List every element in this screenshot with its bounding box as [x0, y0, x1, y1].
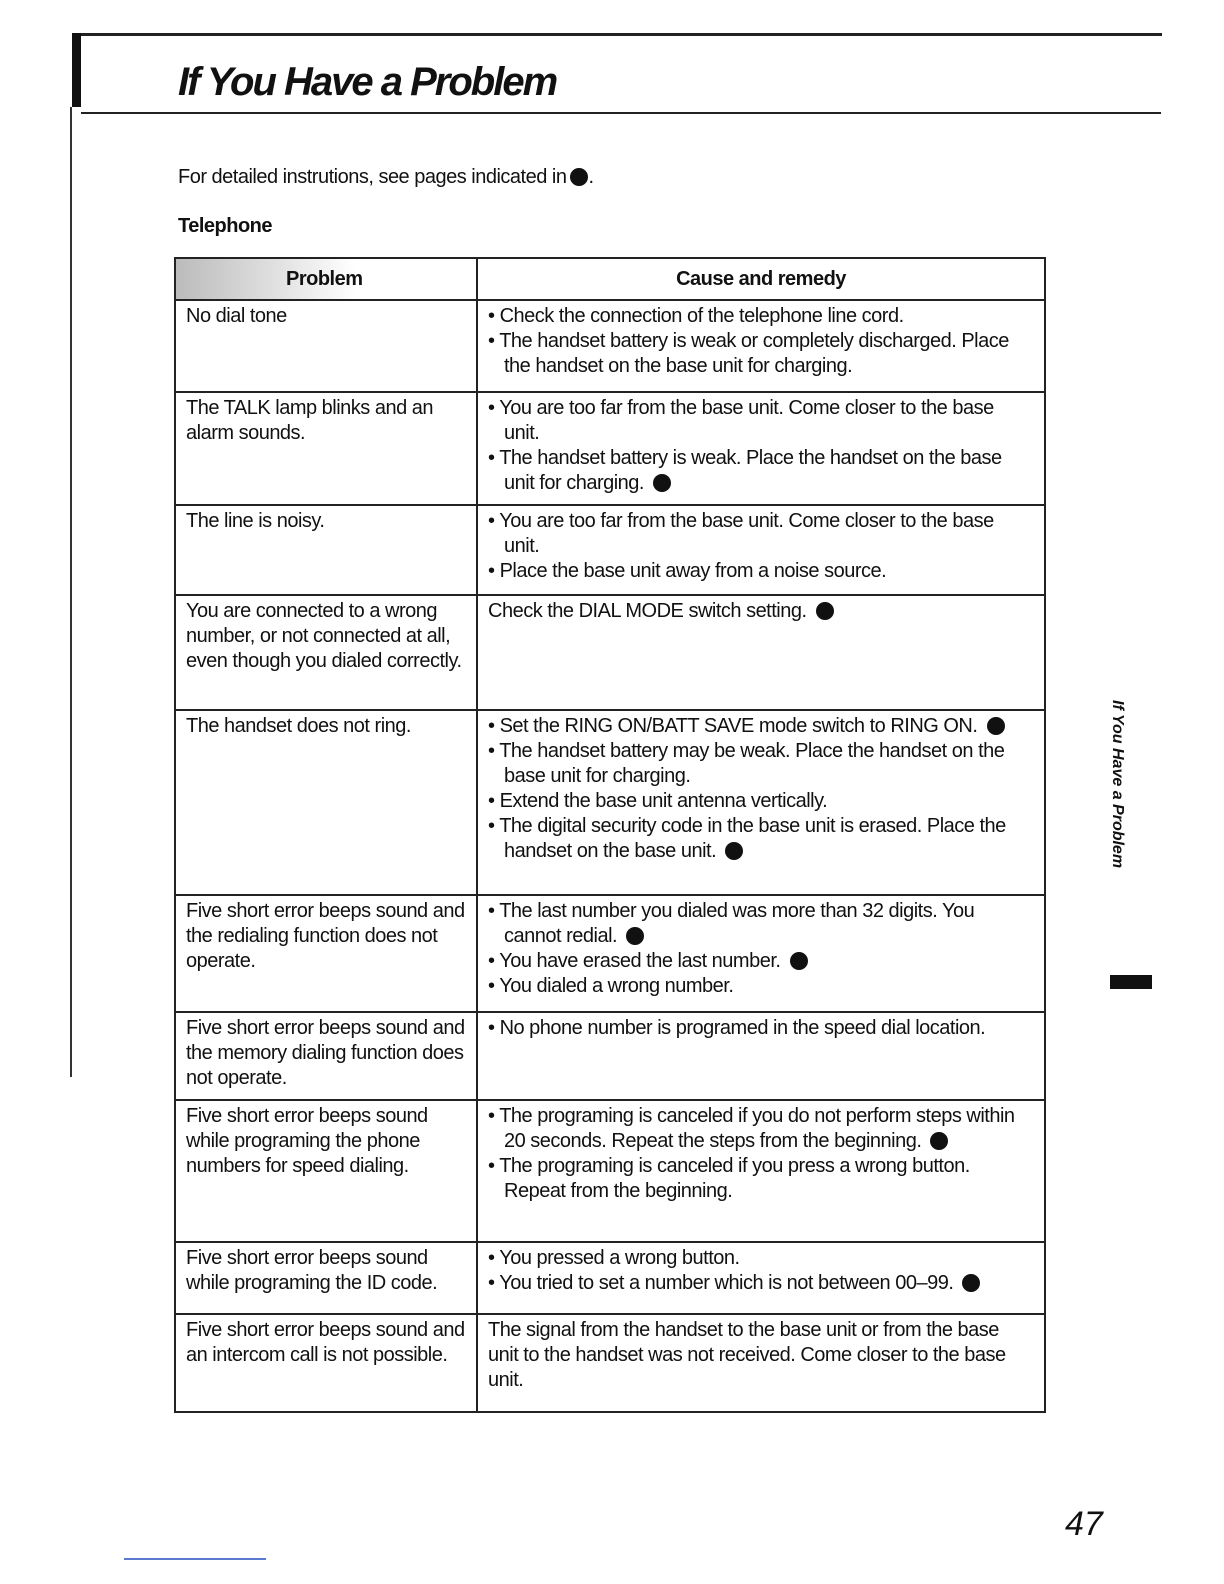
table-row	[175, 595, 1045, 710]
page-number: 47	[1065, 1505, 1103, 1543]
problem-cell: No dial tone	[175, 300, 477, 392]
remedy-text: You dialed a wrong number.	[499, 975, 734, 997]
problem-cell: Five short error beeps sound while programing the ID code.	[175, 1242, 477, 1314]
remedy-cell	[477, 1100, 1045, 1242]
problem-cell: Five short error beeps sound while programing the phone numbers for speed dialing.	[175, 1100, 477, 1242]
page-title: If You Have a Problem	[178, 60, 557, 104]
remedy-text: The programing is canceled if you press a wrong button. Repeat from the beginning.	[499, 1155, 970, 1202]
remedy-text: No phone number is programed in the speed dial location.	[499, 1017, 986, 1039]
page-ref-icon	[930, 1132, 948, 1150]
table-row	[175, 710, 1045, 895]
remedy-item	[488, 1246, 1034, 1271]
problem-cell: The handset does not ring.	[175, 710, 477, 895]
remedy-text: The handset battery may be weak. Place the handset on the base unit for charging.	[499, 740, 1005, 787]
remedy-item	[488, 559, 1034, 584]
remedy-item	[488, 1016, 1034, 1041]
header-problem: Problem	[175, 258, 477, 300]
remedy-text: The programing is canceled if you do not perform steps within 20 seconds. Repeat the steps from the beginning.	[499, 1105, 1015, 1152]
top-rule	[72, 33, 1162, 36]
remedy-text: You tried to set a number which is not between 00–99.	[499, 1272, 954, 1294]
remedy-item	[488, 1318, 1034, 1393]
remedy-text: You have erased the last number.	[499, 950, 781, 972]
table-row	[175, 1242, 1045, 1314]
remedy-cell	[477, 595, 1045, 710]
page-ref-icon	[570, 168, 588, 186]
remedy-item	[488, 789, 1034, 814]
remedy-item	[488, 1154, 1034, 1204]
remedy-item	[488, 446, 1034, 496]
remedy-text: Extend the base unit antenna vertically.	[499, 790, 828, 812]
remedy-cell	[477, 1242, 1045, 1314]
left-margin-line	[70, 107, 72, 1077]
remedy-cell	[477, 300, 1045, 392]
remedy-text: The signal from the handset to the base unit or from the base unit to the handset was not received. Come closer to the base unit.	[488, 1319, 1006, 1391]
remedy-text: Check the connection of the telephone line cord.	[499, 305, 904, 327]
page-ref-icon	[653, 474, 671, 492]
remedy-cell	[477, 1012, 1045, 1100]
title-rule	[81, 112, 1161, 114]
remedy-item	[488, 974, 1034, 999]
page-ref-icon	[725, 842, 743, 860]
remedy-cell	[477, 710, 1045, 895]
table-row	[175, 1100, 1045, 1242]
header-cause-remedy: Cause and remedy	[477, 258, 1045, 300]
remedy-item	[488, 739, 1034, 789]
problem-cell: You are connected to a wrong number, or not connected at all, even though you dialed correctly.	[175, 595, 477, 710]
problem-cell: Five short error beeps sound and the memory dialing function does not operate.	[175, 1012, 477, 1100]
remedy-item	[488, 814, 1034, 864]
remedy-item	[488, 599, 1034, 624]
remedy-cell	[477, 895, 1045, 1012]
remedy-item	[488, 949, 1034, 974]
remedy-cell	[477, 392, 1045, 505]
remedy-item	[488, 509, 1034, 559]
table-row	[175, 1012, 1045, 1100]
intro-label: For detailed instrutions, see pages indicated in	[178, 166, 567, 188]
remedy-item	[488, 714, 1034, 739]
remedy-text: Place the base unit away from a noise source.	[499, 560, 887, 582]
remedy-item	[488, 396, 1034, 446]
remedy-text: Check the DIAL MODE switch setting.	[488, 600, 807, 622]
table-row	[175, 1314, 1045, 1412]
table-row	[175, 300, 1045, 392]
page-ref-icon	[962, 1274, 980, 1292]
remedy-item	[488, 1104, 1034, 1154]
problem-cell: Five short error beeps sound and the redialing function does not operate.	[175, 895, 477, 1012]
remedy-item	[488, 899, 1034, 949]
table-row	[175, 392, 1045, 505]
side-tab-marker	[1110, 975, 1152, 989]
intro-end: .	[588, 166, 594, 188]
remedy-text: The handset battery is weak. Place the handset on the base unit for charging.	[499, 447, 1002, 494]
remedy-text: The digital security code in the base unit is erased. Place the handset on the base unit.	[499, 815, 1006, 862]
remedy-item	[488, 1271, 1034, 1296]
page-ref-icon	[816, 602, 834, 620]
page-ref-icon	[790, 952, 808, 970]
remedy-text: The last number you dialed was more than 32 digits. You cannot redial.	[499, 900, 975, 947]
table-row	[175, 895, 1045, 1012]
side-tab-label: If You Have a Problem	[1109, 700, 1126, 869]
page-ref-icon	[987, 717, 1005, 735]
left-bar	[72, 33, 81, 107]
problem-cell: Five short error beeps sound and an intercom call is not possible.	[175, 1314, 477, 1412]
page-ref-icon	[626, 927, 644, 945]
footer-line	[124, 1558, 266, 1560]
troubleshooting-table	[174, 257, 1046, 1413]
problem-cell: The line is noisy.	[175, 505, 477, 595]
remedy-text: The handset battery is weak or completely discharged. Place the handset on the base unit for charging.	[499, 330, 1009, 377]
remedy-cell	[477, 505, 1045, 595]
remedy-text: You pressed a wrong button.	[499, 1247, 740, 1269]
remedy-item	[488, 304, 1034, 329]
remedy-text: Set the RING ON/BATT SAVE mode switch to RING ON.	[499, 715, 978, 737]
remedy-text: You are too far from the base unit. Come closer to the base unit.	[499, 510, 994, 557]
problem-cell: The TALK lamp blinks and an alarm sounds.	[175, 392, 477, 505]
section-heading: Telephone	[178, 215, 273, 237]
intro-text	[178, 166, 594, 189]
remedy-text: You are too far from the base unit. Come closer to the base unit.	[499, 397, 994, 444]
table-row	[175, 505, 1045, 595]
remedy-item	[488, 329, 1034, 379]
remedy-cell	[477, 1314, 1045, 1412]
